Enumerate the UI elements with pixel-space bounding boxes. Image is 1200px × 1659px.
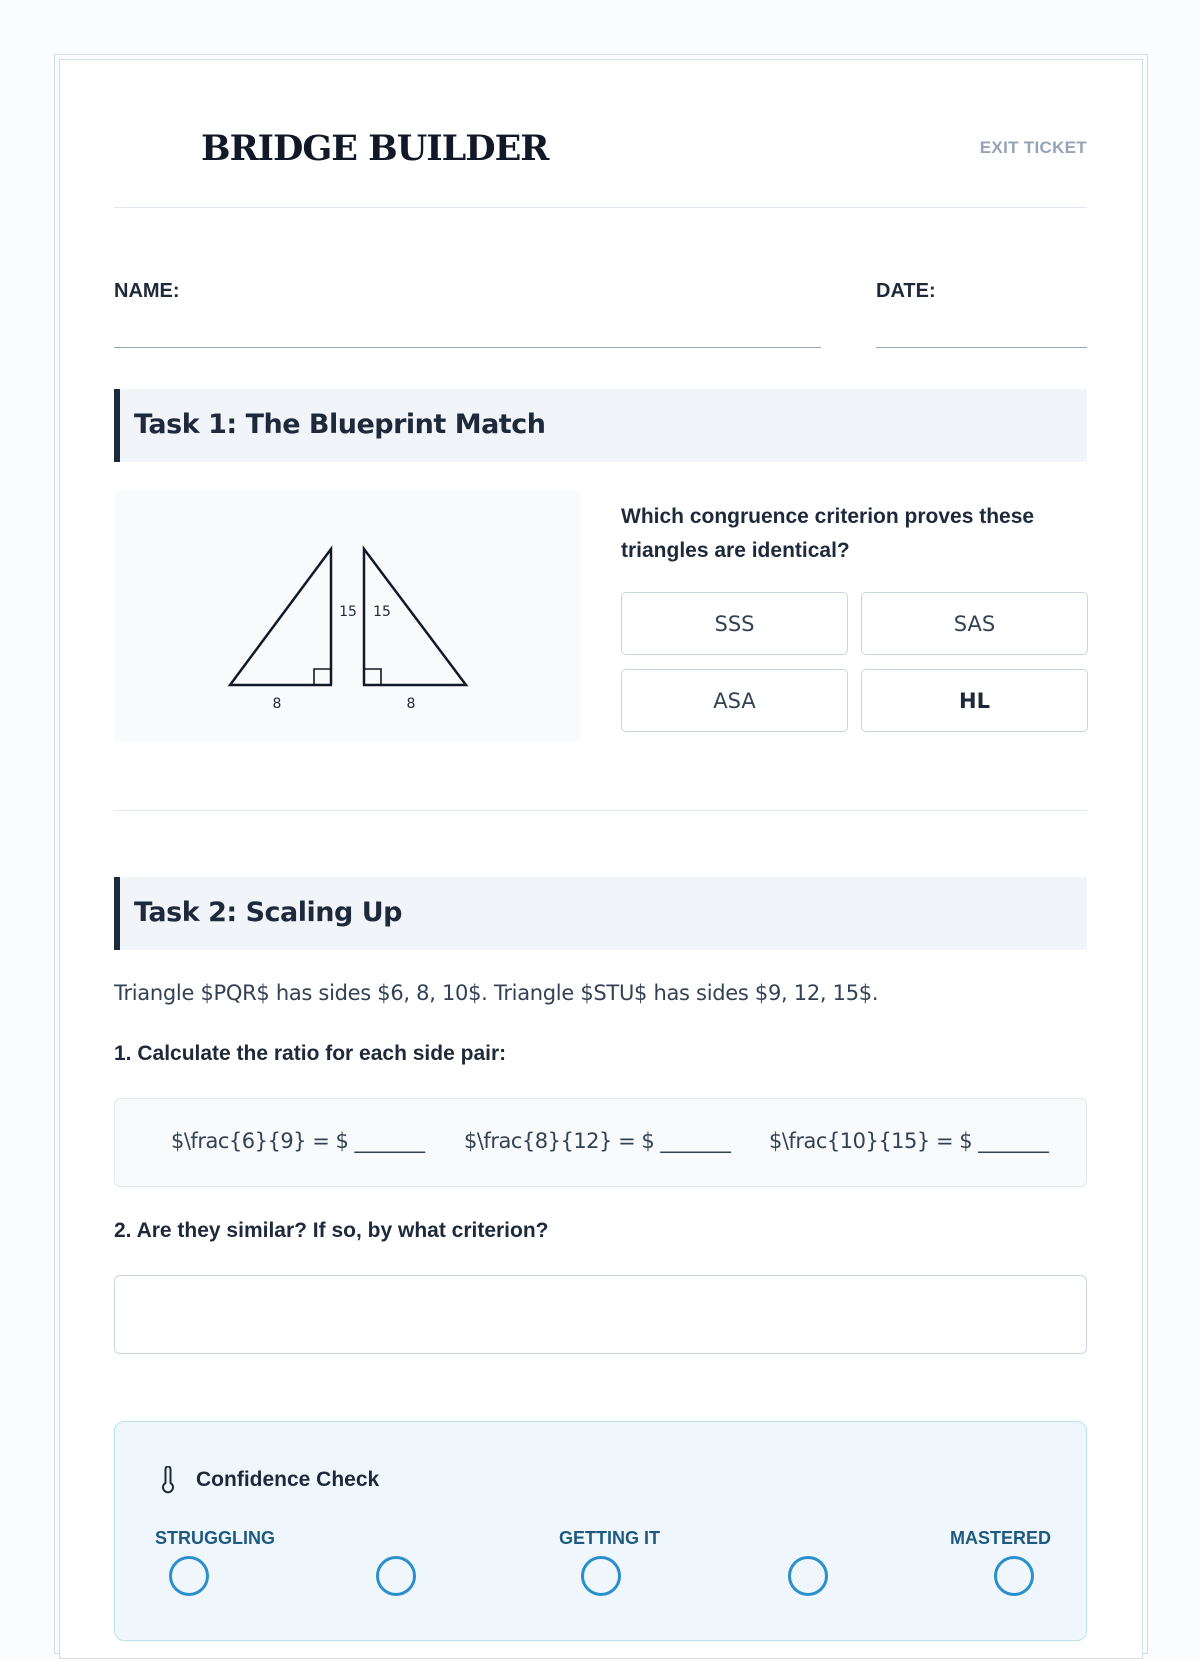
confidence-radio-3[interactable] bbox=[581, 1556, 621, 1596]
right-right-angle-marker bbox=[364, 669, 381, 685]
worksheet bbox=[59, 59, 1143, 1659]
thermometer-icon bbox=[159, 1466, 177, 1494]
ratio-box bbox=[114, 1098, 1087, 1187]
option-sas-button[interactable]: SAS bbox=[861, 592, 1088, 655]
ratio-6-9[interactable]: $\frac{6}{9} = $ _______ bbox=[171, 1129, 425, 1153]
question1-label: 1. Calculate the ratio for each side pair: bbox=[114, 1042, 507, 1065]
ratio-8-12[interactable]: $\frac{8}{12} = $ _______ bbox=[464, 1129, 731, 1153]
triangles-diagram bbox=[114, 490, 581, 742]
right-base-label: 8 bbox=[406, 696, 416, 712]
left-base-label: 8 bbox=[272, 696, 282, 712]
option-sss-button[interactable]: SSS bbox=[621, 592, 848, 655]
left-leg-label: 15 bbox=[339, 604, 357, 620]
confidence-radio-5[interactable] bbox=[994, 1556, 1034, 1596]
confidence-radio-4[interactable] bbox=[788, 1556, 828, 1596]
ratio-10-15[interactable]: $\frac{10}{15} = $ _______ bbox=[769, 1129, 1049, 1153]
confidence-title: Confidence Check bbox=[196, 1468, 380, 1491]
scale-label-struggling: STRUGGLING bbox=[155, 1528, 275, 1548]
worksheet-subtitle: EXIT TICKET bbox=[979, 138, 1087, 157]
task2-heading: Task 2: Scaling Up bbox=[134, 897, 402, 928]
confidence-radio-2[interactable] bbox=[376, 1556, 416, 1596]
option-asa-button[interactable]: ASA bbox=[621, 669, 848, 732]
task1-heading: Task 1: The Blueprint Match bbox=[134, 409, 546, 440]
confidence-check-panel bbox=[114, 1421, 1087, 1641]
task1-header bbox=[114, 389, 1087, 462]
question2-label: 2. Are they similar? If so, by what criterion? bbox=[114, 1219, 549, 1242]
section-divider bbox=[114, 810, 1087, 811]
task1-question: Which congruence criterion proves these triangles are identical? bbox=[621, 505, 1035, 562]
task2-header bbox=[114, 877, 1087, 950]
name-label: NAME: bbox=[114, 280, 180, 302]
worksheet-title: BRIDGE BUILDER bbox=[201, 128, 549, 169]
similarity-answer-field[interactable] bbox=[114, 1275, 1087, 1354]
task2-statement: Triangle $PQR$ has sides $6, 8, 10$. Triangle $STU$ has sides $9, 12, 15$. bbox=[114, 981, 879, 1005]
worksheet-header bbox=[114, 112, 1087, 208]
date-label: DATE: bbox=[876, 280, 936, 302]
left-triangle bbox=[230, 549, 332, 685]
scale-label-getting-it: GETTING IT bbox=[559, 1528, 660, 1548]
date-field[interactable] bbox=[876, 347, 1087, 348]
right-leg-label: 15 bbox=[373, 604, 391, 620]
name-field[interactable] bbox=[114, 347, 821, 348]
left-right-angle-marker bbox=[314, 669, 331, 685]
option-hl-button[interactable]: HL bbox=[861, 669, 1088, 732]
scale-label-mastered: MASTERED bbox=[950, 1528, 1052, 1548]
confidence-radio-1[interactable] bbox=[169, 1556, 209, 1596]
